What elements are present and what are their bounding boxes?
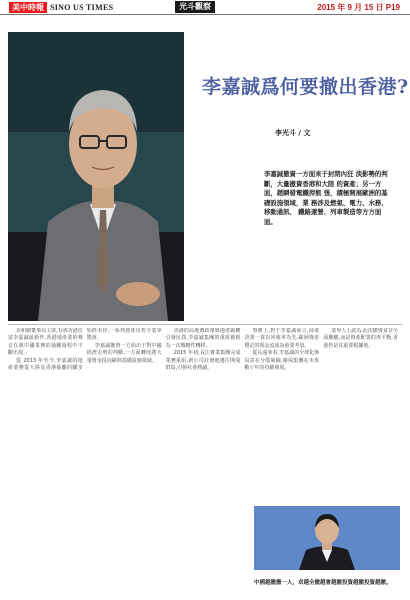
body-paragraph: 從長遠來看,李嘉誠的全球化佈局意在分散風險,確保集團在未來數十年的持續發展。 bbox=[244, 350, 320, 372]
section-label: 光斗觀察 bbox=[175, 1, 215, 13]
article-title: 李嘉誠爲何要撤出香港? bbox=[202, 76, 409, 98]
inset-portrait-illustration bbox=[254, 506, 400, 570]
body-paragraph: 百和樹董事局主席,有那香港首富李嘉誠最新作,香港地產業的聲音在與中國業務的抽離過程中不斷出現。 bbox=[8, 328, 83, 357]
body-paragraph: 香港的高地價政策與地產霸權引發民怨,李嘉誠集團的重組被視為一次戰略性轉移。 bbox=[165, 328, 241, 349]
page-header bbox=[0, 0, 410, 15]
newspaper-brand: SINO US TIMES bbox=[50, 3, 114, 12]
page-number: P19 bbox=[385, 3, 400, 12]
newspaper-logo: 美中時報 bbox=[9, 2, 47, 13]
portrait-illustration bbox=[8, 32, 184, 321]
body-paragraph: 2015 年初,長江實業集團完成業務重組,新公司註冊地遷往開曼群島,引發社會熱議。 bbox=[165, 350, 241, 372]
inset-photo bbox=[254, 506, 400, 570]
body-paragraph: 從 2013 年至今,李嘉誠的地產業務從大陸及香港抽離的腳步始終未停,一系列資產出售令業界驚訝。 bbox=[8, 328, 162, 372]
issue-date: 2015 年 9 月 15 日 bbox=[317, 3, 384, 12]
article-byline: 李光斗 / 文 bbox=[275, 129, 311, 137]
date-and-page bbox=[317, 2, 400, 13]
body-paragraph: 事實上,對于李嘉誠而言,商業決策一貫以回報率為先,歐洲資產穩定的現金流成為重要考量。 bbox=[244, 328, 320, 349]
body-paragraph: 業界人士認為,此次撤資並非全面撤離,而是資產配置的再平衡,香港仍是其重要根據地。 bbox=[323, 328, 398, 349]
section-divider bbox=[8, 324, 402, 325]
body-paragraph: 李嘉誠撤資一方面出于對中國經濟走勢的判斷,一方面轉而將大量資金投向歐洲基礎設施領域。 bbox=[86, 342, 162, 364]
inset-caption: 中國越撤撤一人，卓越全撤越會越撤投資越撤投資越撤。 bbox=[254, 580, 392, 586]
article-lead: 李嘉誠撤資一方面來于封閉內狂 淡影勢的判斷，大量撤資香港和大陸 的資產；另一方面，趙瞬發電鐵捍熊 張，積極開展歐洲的基礎設施領域，業 務涉及燃氣、電力、水務、移動通訊、 鐵路運營、列車製造等方方面面。 bbox=[264, 170, 388, 226]
main-photo bbox=[8, 32, 184, 321]
